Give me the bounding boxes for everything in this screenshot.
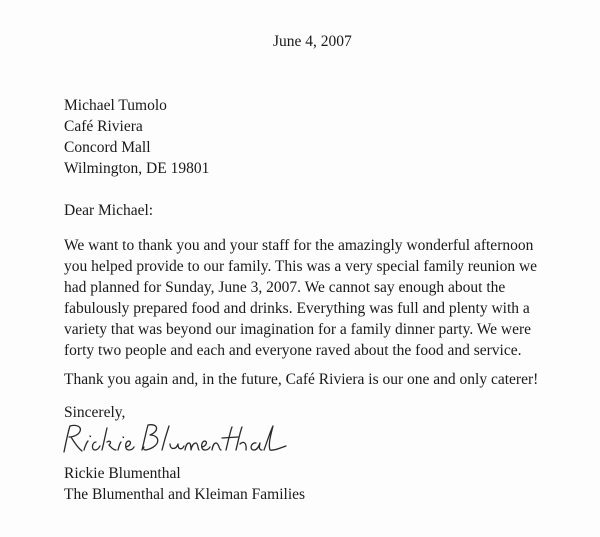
signer-organization: The Blumenthal and Kleiman Families [64, 486, 306, 503]
signer-name: Rickie Blumenthal [64, 465, 181, 482]
salutation: Dear Michael: [64, 202, 154, 219]
body-line: had planned for Sunday, June 3, 2007. We cannot say enough about the [64, 279, 506, 296]
closing: Sincerely, [64, 404, 126, 421]
recipient-name: Michael Tumolo [64, 97, 167, 114]
closing-paragraph: Thank you again and, in the future, Café Riviera is our one and only caterer! [64, 371, 539, 388]
body-line: We want to thank you and your staff for the amazingly wonderful afternoon [64, 237, 534, 254]
handwritten-signature [54, 420, 304, 460]
body-line: variety that was beyond our imagination for a family dinner party. We were [64, 321, 532, 338]
recipient-company: Café Riviera [64, 118, 143, 135]
recipient-city: Wilmington, DE 19801 [64, 160, 210, 177]
signature-icon [54, 420, 304, 460]
recipient-street: Concord Mall [64, 139, 151, 156]
letter-date: June 4, 2007 [273, 33, 352, 50]
body-line: forty two people and each and everyone raved about the food and service. [64, 342, 522, 359]
body-line: fabulously prepared food and drinks. Everything was full and plenty with a [64, 300, 530, 317]
letter-body [64, 235, 600, 361]
body-line: you helped provide to our family. This was a very special family reunion we [64, 258, 538, 275]
